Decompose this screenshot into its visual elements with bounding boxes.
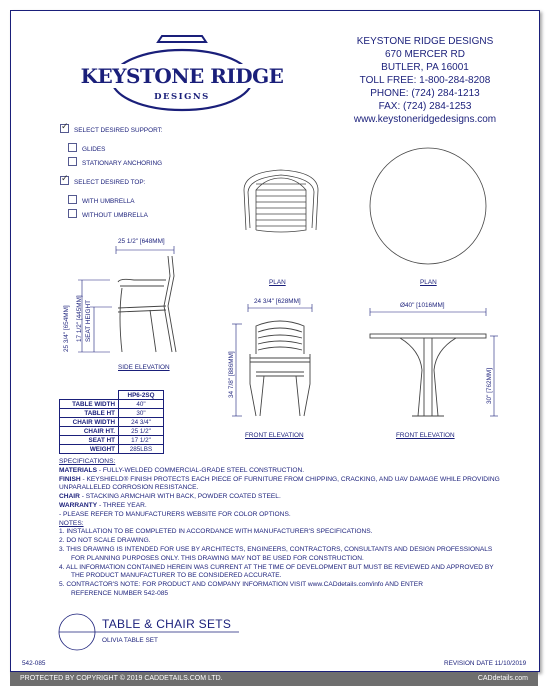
support-heading: ✓SELECT DESIRED SUPPORT: [60, 124, 163, 134]
note-5[interactable]: 5. CONTRACTOR'S NOTE: FOR PRODUCT AND COMPANY INFORMATION VISIT www.CADdetails.com/info AND ENTER [59, 581, 423, 589]
chair-front-elevation-drawing [226, 296, 326, 426]
table-row: SEAT HT 17 1/2" [60, 436, 164, 445]
plan-chair-label: PLAN [269, 279, 286, 286]
company-website[interactable]: www.keystoneridgedesigns.com [353, 114, 497, 125]
without-umbrella-checkbox[interactable] [68, 209, 77, 218]
spec-chair: CHAIR - STACKING ARMCHAIR WITH BACK, POWDER COATED STEEL. [59, 493, 281, 501]
specifications-heading: SPECIFICATIONS: [59, 458, 116, 465]
logo-subtext: DESIGNS [154, 92, 210, 102]
note-5-cont: REFERENCE NUMBER 542-085 [71, 589, 169, 597]
specifications-block [59, 458, 500, 599]
top-heading: ✓SELECT DESIRED TOP: [60, 176, 145, 186]
note-3-cont: FOR PLANNING PURPOSES ONLY. THIS DRAWING MAY NOT BE USED FOR CONSTRUCTION. [71, 554, 364, 562]
option-with-umbrella[interactable]: WITH UMBRELLA [68, 195, 135, 205]
table-row: WEIGHT 285LBS [60, 445, 164, 454]
front-elevation-table-label: FRONT ELEVATION [396, 432, 455, 439]
table-front-elevation-drawing [360, 300, 500, 420]
footer-bar [10, 672, 538, 686]
revision-date: REVISION DATE 11/10/2019 [444, 660, 527, 667]
spec-finish: FINISH - KEYSHIELD® FINISH PROTECTS EACH PIECE OF FURNITURE FROM CHIPPING, CRACKING, AND UAV DAMAGE WHILE PROVIDING [59, 475, 500, 483]
spec-colors: - PLEASE REFER TO MANUFACTURERS WEBSITE FOR COLOR OPTIONS. [59, 510, 291, 518]
company-address-1: 670 MERCER RD [384, 49, 466, 60]
model-header: HP6-2SQ [119, 391, 164, 400]
logo-text: KEYSTONE RIDGE [80, 64, 284, 88]
front-height-dimension: 34 7/8" [886MM] [228, 351, 235, 398]
spec-warranty: WARRANTY - THREE YEAR. [59, 501, 147, 509]
caddetails-link[interactable]: CADdetails.com [477, 675, 528, 682]
company-name: KEYSTONE RIDGE DESIGNS [356, 36, 494, 47]
option-glides[interactable]: GLIDES [68, 143, 105, 153]
copyright-text: PROTECTED BY COPYRIGHT © 2019 CADDETAILS.COM LTD. [20, 675, 223, 682]
table-row: TABLE WIDTH 40" [60, 400, 164, 409]
table-row: CHAIR WIDTH 24 3/4" [60, 418, 164, 427]
drawing-title: TABLE & CHAIR SETS [102, 617, 232, 631]
keystone-ridge-logo [80, 32, 284, 122]
note-4-cont: THE PRODUCT MANUFACTURER TO BE CONSIDERED ACCURATE. [71, 572, 282, 580]
reference-number: 542-085 [22, 660, 46, 667]
company-info [330, 35, 520, 126]
note-4: 4. ALL INFORMATION CONTAINED HEREIN WAS CURRENT AT THE TIME OF DEVELOPMENT BUT MUST BE REVIEWED AND APPROVED BY [59, 563, 494, 571]
notes-heading: NOTES: [59, 519, 84, 527]
spec-materials: MATERIALS - FULLY-WELDED COMMERCIAL-GRADE STEEL CONSTRUCTION. [59, 466, 305, 474]
company-address-2: BUTLER, PA 16001 [381, 62, 469, 73]
option-stationary-anchoring[interactable]: STATIONARY ANCHORING [68, 157, 162, 167]
stationary-anchoring-checkbox[interactable] [68, 157, 77, 166]
table-diameter-dimension: Ø40" [1016MM] [400, 302, 445, 309]
table-row: CHAIR HT. 25 1/2" [60, 427, 164, 436]
side-elevation-label: SIDE ELEVATION [118, 364, 170, 371]
company-phone: PHONE: (724) 284-1213 [370, 88, 480, 99]
front-elevation-chair-label: FRONT ELEVATION [245, 432, 304, 439]
side-height-dimension: 25 3/4" [654MM] [63, 305, 70, 352]
option-without-umbrella[interactable]: WITHOUT UMBRELLA [68, 209, 148, 219]
glides-checkbox[interactable] [68, 143, 77, 152]
seat-height-dimension: 17 1/2" [445MM] [76, 295, 83, 342]
plan-table-label: PLAN [420, 279, 437, 286]
side-width-dimension: 25 1/2" [648MM] [118, 238, 165, 245]
table-height-dimension: 30" [762MM] [486, 367, 493, 404]
support-heading-checkbox[interactable] [60, 124, 69, 133]
seat-height-label: SEAT HEIGHT [85, 299, 92, 342]
chair-plan-drawing [236, 160, 326, 240]
company-fax: FAX: (724) 284-1253 [378, 101, 472, 112]
table-plan-drawing [366, 144, 490, 268]
spec-finish-cont: UNPARALLELED CORROSION RESISTANCE. [59, 484, 199, 492]
table-row: TABLE HT 30" [60, 409, 164, 418]
company-tollfree: TOLL FREE: 1-800-284-8208 [359, 75, 491, 86]
top-heading-checkbox[interactable] [60, 176, 69, 185]
note-1: 1. INSTALLATION TO BE COMPLETED IN ACCORDANCE WITH MANUFACTURER'S SPECIFICATIONS. [59, 528, 373, 536]
specification-table [59, 390, 164, 454]
with-umbrella-checkbox[interactable] [68, 195, 77, 204]
front-width-dimension: 24 3/4" [628MM] [254, 298, 301, 305]
note-2: 2. DO NOT SCALE DRAWING. [59, 537, 151, 545]
drawing-subtitle: OLIVIA TABLE SET [102, 637, 158, 644]
note-3: 3. THIS DRAWING IS INTENDED FOR USE BY ARCHITECTS, ENGINEERS, CONTRACTORS, CONSULTANTS AND DESIGN PROFESSIONALS [59, 545, 493, 553]
